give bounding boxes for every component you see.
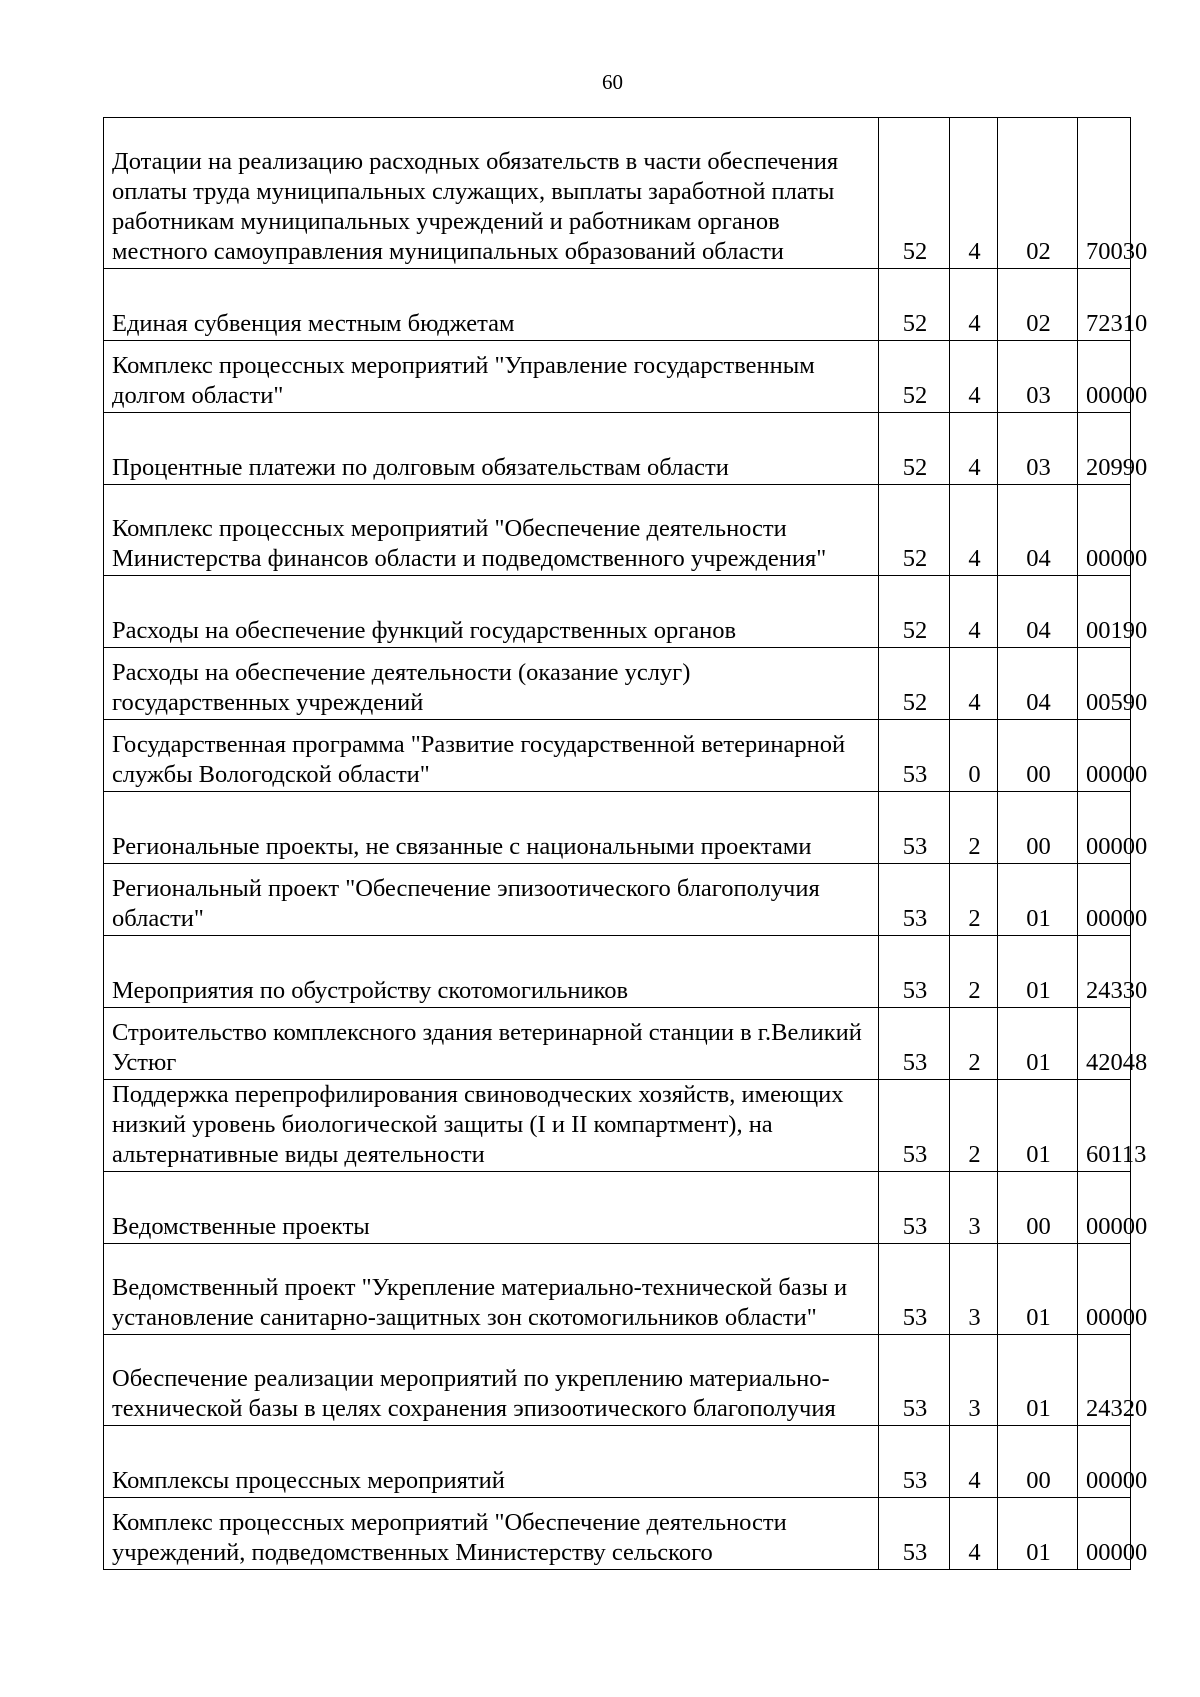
code-cell: 53 [879,936,950,1008]
code-cell: 52 [879,341,950,413]
code-cell: 24320 [1078,1335,1131,1426]
table-row [104,864,1131,936]
row-name-cell: Мероприятия по обустройству скотомогильников [104,936,879,1008]
code-cell: 00000 [1078,1426,1131,1498]
code-cell: 02 [998,118,1078,269]
code-cell: 4 [950,576,998,648]
code-cell: 4 [950,118,998,269]
code-cell: 4 [950,341,998,413]
code-cell: 04 [998,576,1078,648]
code-cell: 03 [998,341,1078,413]
code-cell: 01 [998,1498,1078,1570]
code-cell: 01 [998,1335,1078,1426]
table-row [104,792,1131,864]
code-cell: 20990 [1078,413,1131,485]
row-name-cell: Расходы на обеспечение деятельности (оказание услуг) государственных учреждений [104,648,879,720]
code-cell: 52 [879,576,950,648]
code-cell: 53 [879,1172,950,1244]
table-row [104,341,1131,413]
code-cell: 4 [950,1426,998,1498]
table-row [104,269,1131,341]
code-cell: 4 [950,485,998,576]
code-cell: 04 [998,648,1078,720]
code-cell: 53 [879,1335,950,1426]
page-number: 60 [602,70,623,94]
code-cell: 00 [998,720,1078,792]
row-name-cell: Комплекс процессных мероприятий "Управление государственным долгом области" [104,341,879,413]
table-row [104,936,1131,1008]
table-row [104,1080,1131,1172]
code-cell: 4 [950,648,998,720]
code-cell: 02 [998,269,1078,341]
code-cell: 01 [998,936,1078,1008]
code-cell: 53 [879,1008,950,1080]
row-name-cell: Поддержка перепрофилирования свиноводческих хозяйств, имеющих низкий уровень биологической защиты (I и II компартмент), на альтернативные виды деятельности [104,1080,879,1172]
code-cell: 00590 [1078,648,1131,720]
row-name-cell: Ведомственные проекты [104,1172,879,1244]
table-row [104,720,1131,792]
code-cell: 00000 [1078,1244,1131,1335]
code-cell: 00 [998,1172,1078,1244]
table-row [104,648,1131,720]
code-cell: 00 [998,1426,1078,1498]
code-cell: 52 [879,648,950,720]
code-cell: 00190 [1078,576,1131,648]
table-row [104,1008,1131,1080]
code-cell: 00000 [1078,792,1131,864]
code-cell: 00 [998,792,1078,864]
row-name-cell: Государственная программа "Развитие государственной ветеринарной службы Вологодской области" [104,720,879,792]
row-name-cell: Региональный проект "Обеспечение эпизоотического благополучия области" [104,864,879,936]
code-cell: 2 [950,1080,998,1172]
row-name-cell: Обеспечение реализации мероприятий по укреплению материально-технической базы в целях сохранения эпизоотического благополучия [104,1335,879,1426]
row-name-cell: Комплекс процессных мероприятий "Обеспечение деятельности Министерства финансов области и подведомственного учреждения" [104,485,879,576]
code-cell: 53 [879,1498,950,1570]
code-cell: 2 [950,792,998,864]
code-cell: 53 [879,1080,950,1172]
code-cell: 4 [950,1498,998,1570]
code-cell: 72310 [1078,269,1131,341]
row-name-cell: Процентные платежи по долговым обязательствам области [104,413,879,485]
code-cell: 01 [998,1008,1078,1080]
code-cell: 3 [950,1172,998,1244]
code-cell: 01 [998,1080,1078,1172]
code-cell: 53 [879,792,950,864]
code-cell: 01 [998,1244,1078,1335]
code-cell: 24330 [1078,936,1131,1008]
code-cell: 01 [998,864,1078,936]
code-cell: 3 [950,1335,998,1426]
row-name-cell: Региональные проекты, не связанные с национальными проектами [104,792,879,864]
budget-classification-table [103,117,1148,1570]
table-row [104,413,1131,485]
code-cell: 53 [879,864,950,936]
code-cell: 60113 [1078,1080,1131,1172]
code-cell: 70030 [1078,118,1131,269]
row-name-cell: Расходы на обеспечение функций государственных органов [104,576,879,648]
code-cell: 00000 [1078,485,1131,576]
code-cell: 42048 [1078,1008,1131,1080]
row-name-cell: Комплексы процессных мероприятий [104,1426,879,1498]
table-row [104,1172,1131,1244]
code-cell: 53 [879,1426,950,1498]
code-cell: 00000 [1078,720,1131,792]
code-cell: 03 [998,413,1078,485]
row-name-cell: Строительство комплексного здания ветеринарной станции в г.Великий Устюг [104,1008,879,1080]
code-cell: 52 [879,485,950,576]
code-cell: 4 [950,269,998,341]
code-cell: 00000 [1078,341,1131,413]
row-name-cell: Комплекс процессных мероприятий "Обеспечение деятельности учреждений, подведомственных Министерству сельского [104,1498,879,1570]
table-row [104,1335,1131,1426]
table-row [104,1244,1131,1335]
table-row [104,485,1131,576]
code-cell: 4 [950,413,998,485]
table-row [104,118,1131,269]
code-cell: 52 [879,118,950,269]
code-cell: 53 [879,1244,950,1335]
code-cell: 00000 [1078,1498,1131,1570]
row-name-cell: Единая субвенция местным бюджетам [104,269,879,341]
code-cell: 00000 [1078,1172,1131,1244]
table-row [104,1426,1131,1498]
code-cell: 2 [950,1008,998,1080]
code-cell: 2 [950,864,998,936]
code-cell: 3 [950,1244,998,1335]
code-cell: 04 [998,485,1078,576]
code-cell: 2 [950,936,998,1008]
code-cell: 52 [879,269,950,341]
code-cell: 53 [879,720,950,792]
row-name-cell: Ведомственный проект "Укрепление материально-технической базы и установление санитарно-защитных зон скотомогильников области" [104,1244,879,1335]
row-name-cell: Дотации на реализацию расходных обязательств в части обеспечения оплаты труда муниципальных служащих, выплаты заработной платы работникам муниципальных учреждений и работникам органов местного самоуправления муниципальных образований области [104,118,879,269]
code-cell: 00000 [1078,864,1131,936]
code-cell: 52 [879,413,950,485]
code-cell: 0 [950,720,998,792]
table-row [104,1498,1131,1570]
table-row [104,576,1131,648]
